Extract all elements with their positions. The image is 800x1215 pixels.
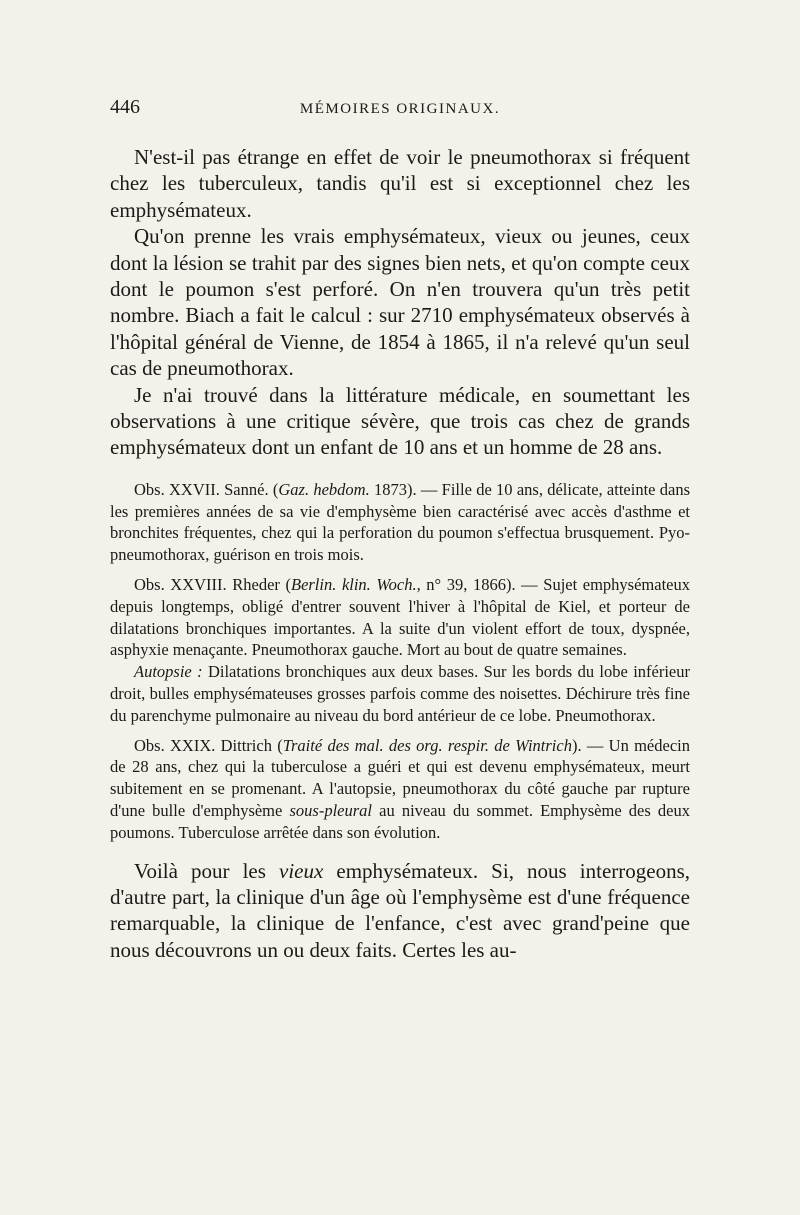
observation-27 <box>110 479 690 566</box>
final-text-b: emphysémateux. Si, nous interrogeons, d'autre part, la clinique d'un âge où l'emphysème est d'une fréquence remarquable, la clinique de l'enfance, c'est avec grand'peine que nous découvrons un ou deux faits. Certes les au- <box>110 858 690 962</box>
obs27-label: Obs. XXVII. Sanné. ( <box>134 479 279 499</box>
obs28-text: , n° 39, 1866). — Sujet emphysémateux depuis longtemps, obligé d'entrer souvent l'hiver à l'hôpital de Kiel, et porteur de dilatations bronchiques importantes. A la suite d'un violent effort de toux, dyspnée, asphyxie menaçante. Pneumothorax gauche. Mort au bout de quatre semaines. <box>110 575 690 660</box>
obs27-text: 1873). — Fille de 10 ans, délicate, atteinte dans les premières années de sa vie d'emphysème bien caractérisé avec accès d'asthme et bronchites fréquentes, chez qui la perforation du poumon s'effectua brusquement. Pyo-pneumothorax, guérison en trois mois. <box>110 479 690 565</box>
final-emphasis: vieux <box>279 858 324 883</box>
obs29-emphasis: sous-pleural <box>289 801 372 821</box>
observation-29 <box>110 735 690 844</box>
observation-28-autopsy <box>110 661 690 726</box>
obs29-text-b: au niveau du sommet. Emphysème des deux poumons. Tuberculose arrêtée dans son évolution. <box>110 801 690 842</box>
running-title: MÉMOIRES ORIGINAUX. <box>299 101 501 117</box>
obs27-source: Gaz. hebdom. <box>278 479 370 499</box>
obs28-source: Berlin. klin. Woch. <box>290 575 417 595</box>
paragraph-1: N'est-il pas étrange en effet de voir le pneumothorax si fréquent chez les tuberculeux, tandis qu'il est si exceptionnel chez les emphysémateux. <box>110 145 690 222</box>
obs29-source: Traité des mal. des org. respir. de Wintrich <box>282 735 572 755</box>
running-head <box>110 96 690 136</box>
paragraph-2: Qu'on prenne les vrais emphysémateux, vieux ou jeunes, ceux dont la lésion se trahit par des signes bien nets, et qu'on compte ceux dont le poumon s'est perforé. On n'en trouvera qu'un très petit nombre. Biach a fait le calcul : sur 2710 emphysémateux observés à l'hôpital général de Vienne, de 1854 à 1865, il n'a relevé qu'un seul cas de pneumothorax. <box>110 224 690 381</box>
paragraph-3: Je n'ai trouvé dans la littérature médicale, en soumettant les observations à une critique sévère, que trois cas chez de grands emphysémateux dont un enfant de 10 ans et un homme de 28 ans. <box>110 382 690 460</box>
autopsy-label: Autopsie : <box>134 662 203 682</box>
paragraph-final <box>110 858 690 964</box>
observation-28 <box>110 574 690 661</box>
autopsy-text: Dilatations bronchiques aux deux bases. Sur les bords du lobe inférieur droit, bulles emphysémateuses grosses parfois comme des noisettes. Déchirure très fine du parenchyme pulmonaire au niveau du bord antérieur de ce lobe. Pneumothorax. <box>110 662 690 725</box>
observations-block <box>110 479 690 844</box>
obs29-label: Obs. XXIX. Dittrich ( <box>134 735 283 755</box>
final-text-a: Voilà pour les <box>134 858 280 883</box>
obs29-text-a: ). — Un médecin de 28 ans, chez qui la tuberculose a guéri et qui est devenu emphysémateux, meurt subitement en se promenant. A l'autopsie, pneumothorax du côté gauche par rupture d'une bulle d'emphysème <box>110 735 690 821</box>
obs28-label: Obs. XXVIII. Rheder ( <box>134 575 291 595</box>
page-number: 446 <box>110 96 140 118</box>
